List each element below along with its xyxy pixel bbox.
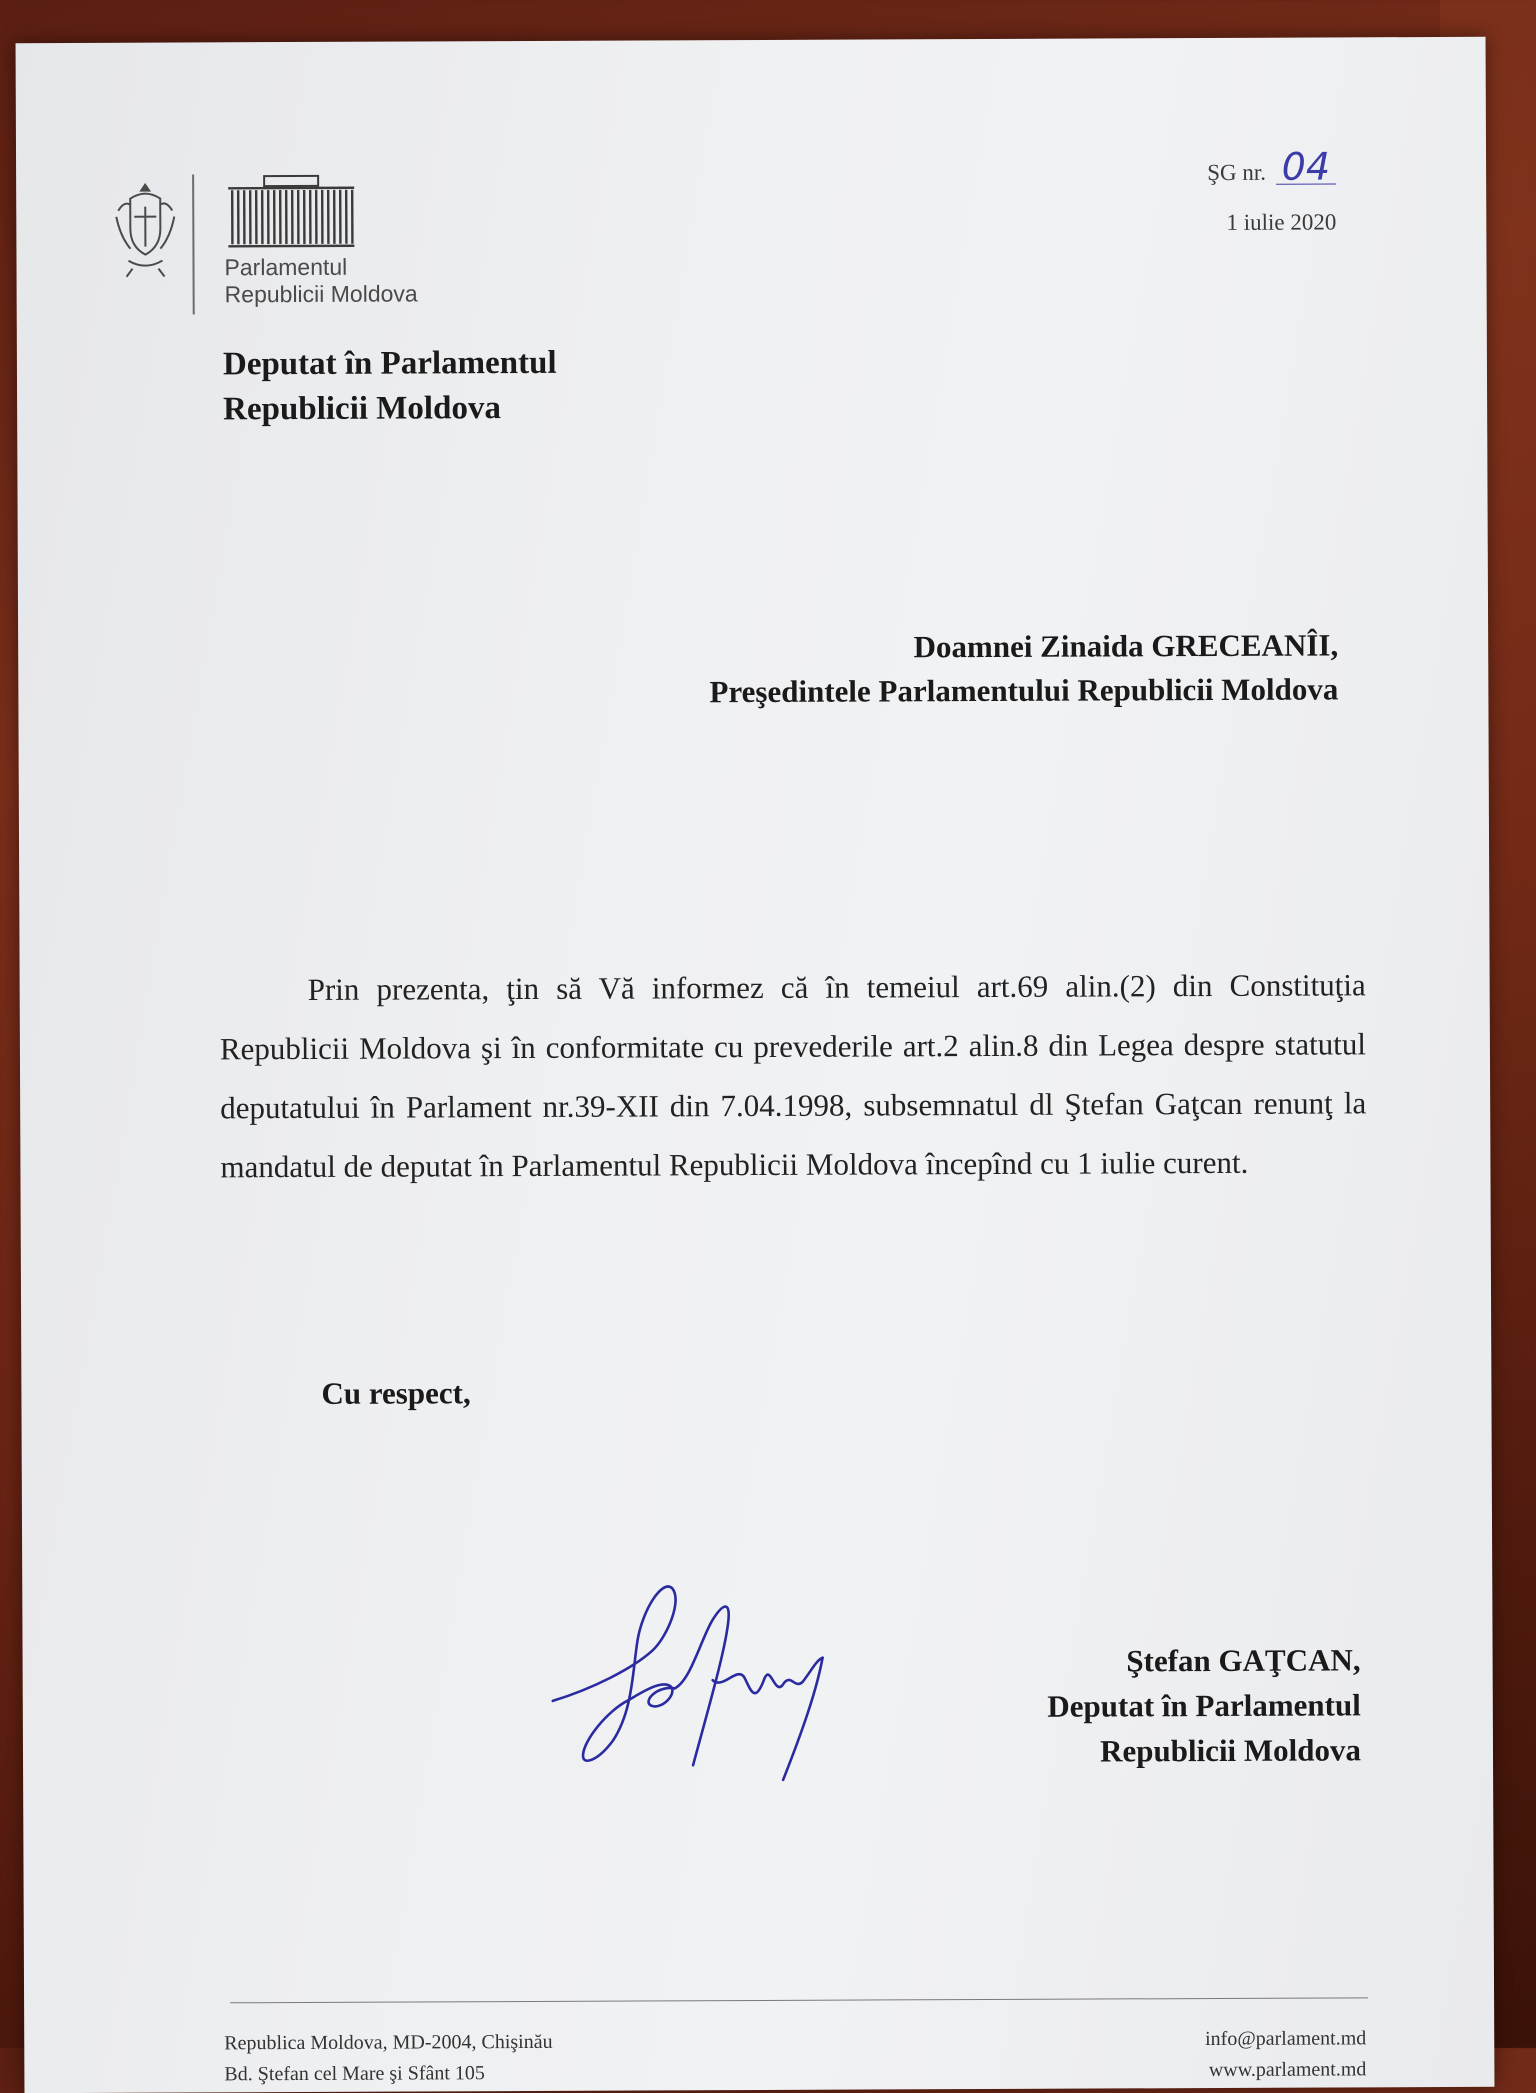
- footer-divider: [230, 1997, 1368, 2003]
- recipient-title: Preşedintele Parlamentului Republicii Moldova: [709, 667, 1338, 714]
- registry-number-handwritten: 04: [1276, 149, 1337, 184]
- footer-address-line2: Bd. Ştefan cel Mare şi Sfânt 105: [224, 2058, 552, 2090]
- institution-name: [224, 253, 417, 308]
- letter-date: 1 iulie 2020: [1226, 209, 1336, 235]
- logo-divider: [192, 174, 195, 314]
- sender-heading: [223, 341, 557, 432]
- recipient-block: [709, 623, 1338, 714]
- closing-salutation: Cu respect,: [321, 1375, 470, 1412]
- footer-address-line1: Republica Moldova, MD-2004, Chişinău: [224, 2027, 552, 2059]
- signer-name: Ştefan GAŢCAN,: [1047, 1637, 1361, 1683]
- parliament-building-icon: [224, 170, 358, 251]
- footer-website: www.parlament.md: [1205, 2054, 1366, 2086]
- registry-number: [1207, 149, 1336, 186]
- footer-address: [224, 2027, 553, 2090]
- handwritten-signature: [532, 1559, 933, 1801]
- registry-label: ŞG nr.: [1207, 160, 1266, 185]
- signer-block: [1047, 1637, 1361, 1773]
- footer-email: info@parlament.md: [1205, 2023, 1366, 2055]
- footer-contact: [1205, 2023, 1366, 2086]
- letter-page: [16, 37, 1495, 2093]
- coat-of-arms-icon: [110, 176, 181, 296]
- recipient-name: Doamnei Zinaida GRECEANÎI,: [709, 623, 1338, 670]
- institution-name-line2: Republicii Moldova: [225, 280, 418, 308]
- institution-name-line1: Parlamentul: [224, 253, 417, 281]
- sender-heading-line2: Republicii Moldova: [223, 386, 557, 432]
- signer-title-line2: Republicii Moldova: [1047, 1727, 1361, 1773]
- letter-body: Prin prezenta, ţin să Vă informez că în temeiul art.69 alin.(2) din Constituţia Republicii Moldova şi în conformitate cu prevederile art.2 alin.8 din Legea despre statutul deputatului în Parlament nr.39-XII din 7.04.1998, subsemnatul dl Ştefan Gaţcan renunţ la mandatul de deputat în Parlamentul Republicii Moldova începînd cu 1 iulie curent.: [220, 955, 1367, 1196]
- signer-title-line1: Deputat în Parlamentul: [1047, 1682, 1361, 1728]
- sender-heading-line1: Deputat în Parlamentul: [223, 341, 557, 387]
